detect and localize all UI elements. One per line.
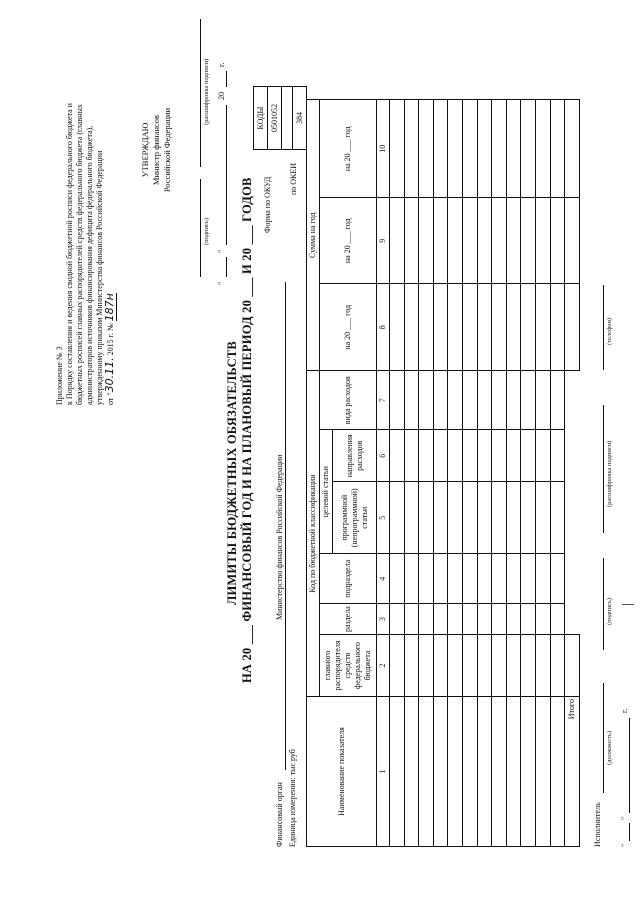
table-row [462,100,477,847]
total-cell[interactable] [565,554,580,604]
table-row [521,100,536,847]
table-cell[interactable] [477,482,492,554]
table-row [433,100,448,847]
total-label: Итого [565,697,580,847]
table-cell[interactable] [477,635,492,697]
executor-signature-line [603,558,604,650]
table-cell[interactable] [404,635,419,697]
table-cell[interactable] [550,697,565,847]
handwritten-order-number: 187н [103,293,116,322]
table-cell[interactable] [433,604,448,635]
table-cell[interactable] [535,284,550,371]
approve-date-quote: " [217,281,226,285]
form-title-line1: ЛИМИТЫ БЮДЖЕТНЫХ ОБЯЗАТЕЛЬСТВ [225,341,239,605]
table-cell[interactable] [433,284,448,371]
approve-date-quote: " [217,249,226,253]
footer-date-month-line [629,718,630,813]
codes-blank [282,87,293,150]
table-cell[interactable] [492,697,507,847]
table-cell[interactable] [550,198,565,284]
table-cell[interactable] [550,635,565,697]
table-cell[interactable] [419,371,434,430]
table-row [550,100,565,847]
table-cell[interactable] [404,284,419,371]
table-cell[interactable] [462,635,477,697]
date-month-line [226,105,227,245]
table-cell[interactable] [404,604,419,635]
appendix-line: утвержденному приказом Министерства финансов Российской Федерации [95,150,104,405]
header-direction: направления расходов [333,430,377,482]
fin-organ-line [285,282,286,770]
appendix-header [55,45,116,405]
date-year-line [226,71,227,87]
table-row [535,100,550,847]
col-number: 9 [377,198,390,284]
table-cell[interactable] [462,604,477,635]
table-cell[interactable] [535,198,550,284]
table-row [404,100,419,847]
okei-label: по ОКЕИ [289,162,298,195]
table-cell[interactable] [477,198,492,284]
approve-date-g: г. [217,62,226,67]
header-code-group: Код по бюджетной классификации [307,371,320,697]
table-cell[interactable] [448,430,463,482]
table-cell[interactable] [433,482,448,554]
table-cell[interactable] [419,697,434,847]
table-cell[interactable] [492,371,507,430]
table-cell[interactable] [550,604,565,635]
table-cell[interactable] [477,430,492,482]
table-cell[interactable] [390,100,405,198]
table-cell[interactable] [492,198,507,284]
table-cell[interactable] [521,604,536,635]
executor-decoding-line [603,405,604,533]
table-cell[interactable] [506,635,521,697]
executor-label: Исполнитель [593,802,602,847]
approve-position: Министр финансов [151,114,161,186]
footer-date-g: г. [620,708,629,713]
table-cell[interactable] [419,554,434,604]
table-cell[interactable] [390,554,405,604]
table-cell[interactable] [433,697,448,847]
table-row [492,100,507,847]
table-cell[interactable] [404,371,419,430]
codes-box [253,86,307,150]
table-cell[interactable] [521,697,536,847]
table-cell[interactable] [550,371,565,430]
table-cell[interactable] [550,430,565,482]
table-cell[interactable] [462,482,477,554]
table-cell[interactable] [448,635,463,697]
table-cell[interactable] [477,554,492,604]
table-cell[interactable] [390,430,405,482]
table-cell[interactable] [492,604,507,635]
decoding-line [200,19,201,167]
table-cell[interactable] [477,100,492,198]
table-cell[interactable] [535,371,550,430]
codes-header: КОДЫ [254,87,268,150]
header-program: программной (непрограммной) статьи [333,482,377,554]
table-cell[interactable] [492,430,507,482]
table-cell[interactable] [506,430,521,482]
table-cell[interactable] [448,100,463,198]
limits-table [306,99,580,847]
table-cell[interactable] [521,100,536,198]
table-cell[interactable] [433,635,448,697]
table-cell[interactable] [535,100,550,198]
blank-rows [390,100,565,847]
table-cell[interactable] [477,697,492,847]
table-cell[interactable] [404,430,419,482]
table-cell[interactable] [448,554,463,604]
table-cell[interactable] [404,482,419,554]
table-cell[interactable] [448,371,463,430]
total-cell[interactable] [565,604,580,635]
table-cell[interactable] [492,100,507,198]
table-cell[interactable] [521,430,536,482]
table-cell[interactable] [535,554,550,604]
header-sum-group: Сумма на год [307,100,320,371]
column-numbers-row [377,100,390,847]
header-podrazdel: подраздела [320,554,377,604]
table-row [390,100,405,847]
table-cell[interactable] [462,697,477,847]
scan-mark [622,604,634,605]
total-cell[interactable] [565,635,580,697]
table-cell[interactable] [535,430,550,482]
header-indicator-name: Наименование показателя [307,697,377,847]
table-cell[interactable] [419,198,434,284]
table-cell[interactable] [535,482,550,554]
table-cell[interactable] [462,371,477,430]
executor-phone-line [603,285,604,370]
col-number: 10 [377,100,390,198]
header-razdel: раздела [320,604,377,635]
table-cell[interactable] [419,635,434,697]
ministry-name: Министерство финансов Российской Федерации [275,454,284,620]
table-cell[interactable] [506,482,521,554]
decoding-caption: (расшифровка подписи) [203,58,210,125]
table-row [419,100,434,847]
okei-code: 384 [293,87,307,150]
table-cell[interactable] [404,697,419,847]
header-gr: главного распорядителя средств федерального бюджета [320,635,377,697]
total-cell[interactable] [565,371,580,430]
appendix-date-line: от "30.11. 2015 г. № 187н [103,293,116,405]
table-cell[interactable] [462,100,477,198]
table-cell[interactable] [419,284,434,371]
table-cell[interactable] [390,697,405,847]
total-cell[interactable] [565,100,580,198]
col-number: 2 [377,635,390,697]
executor-signature-caption: (подпись) [606,598,613,625]
footer-date-quote: " [620,843,629,847]
table-cell[interactable] [433,554,448,604]
table-cell[interactable] [390,198,405,284]
table-cell[interactable] [550,482,565,554]
table-cell[interactable] [433,198,448,284]
table-cell[interactable] [492,482,507,554]
table-cell[interactable] [390,635,405,697]
table-cell[interactable] [448,482,463,554]
table-cell[interactable] [448,198,463,284]
table-cell[interactable] [506,554,521,604]
table-cell[interactable] [506,100,521,198]
appendix-line: к Порядку составления и ведения сводной бюджетной росписи федерального бюджета и [65,103,74,405]
header-vid: вида расходов [320,371,377,430]
table-row [506,100,521,847]
approval-block [140,15,173,285]
table-cell[interactable] [448,697,463,847]
executor-position-caption: (должность) [606,730,613,765]
table-cell[interactable] [477,284,492,371]
table-cell[interactable] [506,284,521,371]
total-cell[interactable] [565,482,580,554]
table-cell[interactable] [492,554,507,604]
signature-line [200,179,201,277]
unit-label: Единица измерения: тыс руб [288,749,297,847]
appendix-number: Приложение № 3 [55,346,64,405]
table-cell[interactable] [462,554,477,604]
appendix-line: бюджетных росписей главных распорядителей средств федерального бюджета (главных [75,104,84,405]
approve-date-year: 20 [217,92,226,100]
table-cell[interactable] [433,100,448,198]
okud-label: Форма по ОКУД [263,176,272,233]
header-target-group: целевой статьи [320,430,333,554]
table-cell[interactable] [433,430,448,482]
table-cell[interactable] [390,604,405,635]
table-cell[interactable] [477,604,492,635]
table-cell[interactable] [390,482,405,554]
table-cell[interactable] [462,430,477,482]
table-cell[interactable] [535,604,550,635]
table-cell[interactable] [448,604,463,635]
form-title-line2: НА 20 ___ ФИНАНСОВЫЙ ГОД И НА ПЛАНОВЫЙ ПЕРИОД 20 ___ И 20 ___ ГОДОВ [240,177,254,683]
header-year3: на 20 ___ год [320,100,377,198]
table-cell[interactable] [419,604,434,635]
header-year1: на 20 ___ год [320,284,377,371]
table-cell[interactable] [462,284,477,371]
table-row [477,100,492,847]
fin-organ-label: Финансовый орган [275,782,284,847]
table-cell[interactable] [477,371,492,430]
executor-position-line [603,683,604,793]
header-year2: на 20 ___ год [320,198,377,284]
table-cell[interactable] [419,482,434,554]
table-cell[interactable] [404,198,419,284]
total-cell[interactable] [565,284,580,371]
table-cell[interactable] [390,371,405,430]
table-cell[interactable] [535,635,550,697]
table-cell[interactable] [521,554,536,604]
table-cell[interactable] [492,284,507,371]
table-cell[interactable] [390,284,405,371]
handwritten-date: 30.11. [103,357,116,393]
footer-date-quote: " [620,816,629,820]
table-cell[interactable] [550,100,565,198]
executor-decoding-caption: (расшифровка подписи) [606,440,613,507]
table-cell[interactable] [506,697,521,847]
table-cell[interactable] [506,371,521,430]
table-cell[interactable] [521,482,536,554]
table-cell[interactable] [550,554,565,604]
approve-label: УТВЕРЖДАЮ [140,122,150,178]
footer-date-day-line [629,823,630,841]
signature-caption: (подпись) [203,218,210,245]
table-cell[interactable] [492,635,507,697]
total-cell[interactable] [565,430,580,482]
table-cell[interactable] [448,284,463,371]
table-cell[interactable] [433,371,448,430]
table-cell[interactable] [521,635,536,697]
col-number: 6 [377,430,390,482]
table-cell[interactable] [550,284,565,371]
col-number: 1 [377,697,390,847]
table-cell[interactable] [521,284,536,371]
table-cell[interactable] [521,371,536,430]
appendix-line: администраторов источников финансирования дефицита федерального бюджета), [85,125,94,405]
executor-phone-caption: (телефон) [606,317,613,345]
approve-position: Российской Федерации [162,107,172,193]
table-row [448,100,463,847]
table-cell[interactable] [506,604,521,635]
table-cell[interactable] [506,198,521,284]
total-row [565,100,580,847]
col-number: 3 [377,604,390,635]
table-cell[interactable] [404,554,419,604]
table-cell[interactable] [535,697,550,847]
col-number: 4 [377,554,390,604]
table-cell[interactable] [521,198,536,284]
date-day-line [226,257,227,277]
col-number: 5 [377,482,390,554]
col-number: 8 [377,284,390,371]
total-cell[interactable] [565,198,580,284]
okud-code: 0501052 [268,87,282,150]
table-cell[interactable] [419,430,434,482]
table-cell[interactable] [419,100,434,198]
table-cell[interactable] [404,100,419,198]
col-number: 7 [377,371,390,430]
table-cell[interactable] [462,198,477,284]
